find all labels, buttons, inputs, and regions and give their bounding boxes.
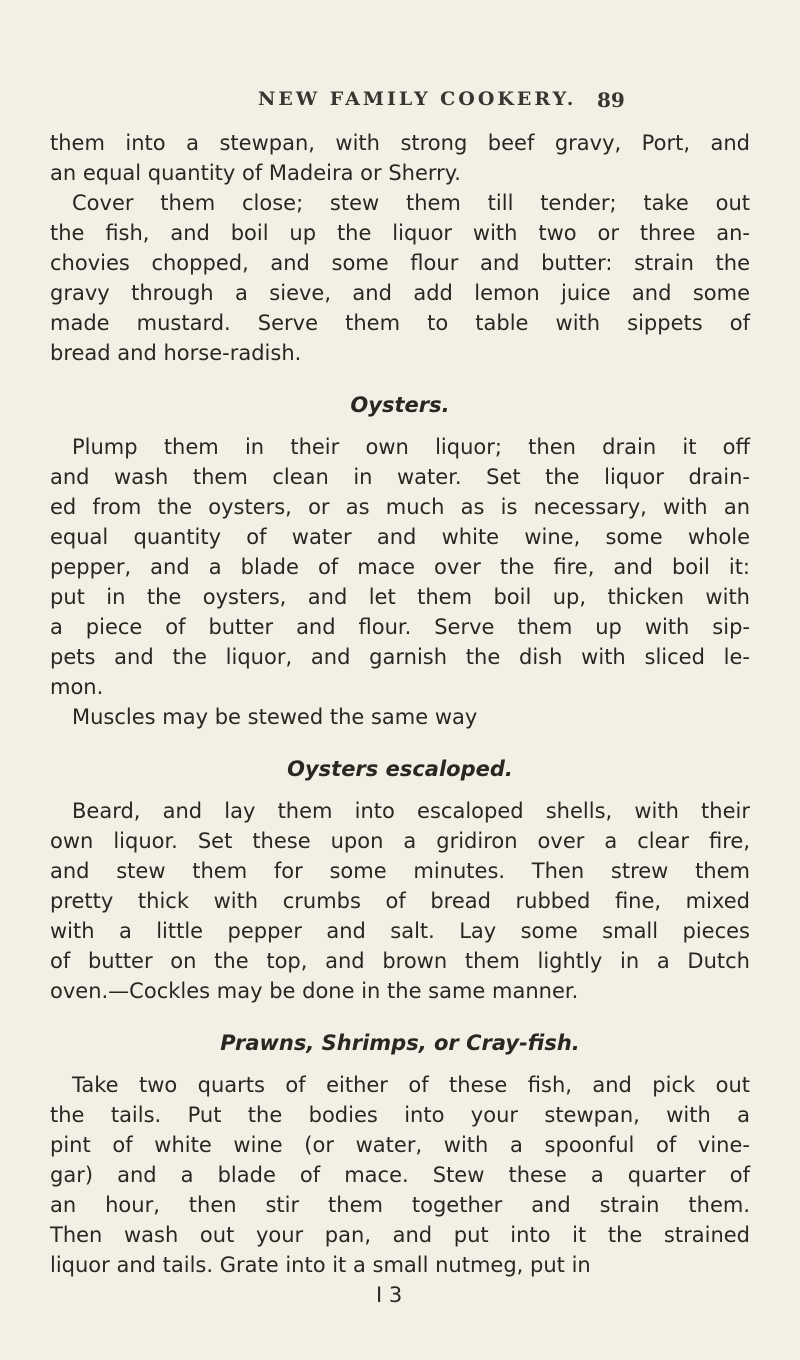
text-line: pets and the liquor, and garnish the dish with sliced le- — [50, 645, 750, 669]
section-heading: Prawns, Shrimps, or Cray-fish. — [220, 1031, 580, 1055]
text-line: liquor and tails. Grate into it a small nutmeg, put in — [50, 1253, 591, 1277]
text-line: oven.—Cockles may be done in the same manner. — [50, 979, 579, 1003]
paragraph — [50, 432, 750, 702]
signature-mark: I 3 — [376, 1283, 403, 1307]
text-line: Beard, and lay them into escaloped shells, with their — [72, 799, 750, 823]
text-line: bread and horse-radish. — [50, 341, 302, 365]
text-line: and stew them for some minutes. Then strew them — [50, 859, 750, 883]
text-line: an hour, then stir them together and strain them. — [50, 1193, 750, 1217]
text-line: with a little pepper and salt. Lay some small pieces — [50, 919, 750, 943]
text-line: Then wash out your pan, and put into it the strained — [50, 1223, 750, 1247]
text-line: gravy through a sieve, and add lemon juice and some — [50, 281, 750, 305]
text-line: Take two quarts of either of these fish, and pick out — [72, 1073, 750, 1097]
text-line: mon. — [50, 675, 104, 699]
text-line: own liquor. Set these upon a gridiron over a clear fire, — [50, 829, 750, 853]
paragraph — [50, 188, 750, 368]
text-line: an equal quantity of Madeira or Sherry. — [50, 161, 461, 185]
paragraph — [50, 1070, 750, 1280]
section-heading: Oysters. — [350, 393, 450, 417]
text-line: Plump them in their own liquor; then drain it off — [72, 435, 750, 459]
page-header — [0, 88, 800, 118]
text-line: gar) and a blade of mace. Stew these a quarter of — [50, 1163, 750, 1187]
text-line: of butter on the top, and brown them lightly in a Dutch — [50, 949, 750, 973]
paragraph — [50, 128, 750, 188]
text-line: a piece of butter and flour. Serve them up with sip- — [50, 615, 750, 639]
paragraph — [50, 702, 750, 732]
page-number: 89 — [597, 88, 625, 112]
text-line: put in the oysters, and let them boil up, thicken with — [50, 585, 750, 609]
running-title: NEW FAMILY COOKERY. — [258, 88, 577, 110]
text-line: and wash them clean in water. Set the liquor drain- — [50, 465, 750, 489]
text-line: pepper, and a blade of mace over the fire, and boil it: — [50, 555, 750, 579]
text-line: Muscles may be stewed the same way — [72, 705, 478, 729]
paragraph — [50, 796, 750, 1006]
text-line: them into a stewpan, with strong beef gravy, Port, and — [50, 131, 750, 155]
text-line: the fish, and boil up the liquor with two or three an- — [50, 221, 750, 245]
text-line: ed from the oysters, or as much as is necessary, with an — [50, 495, 750, 519]
text-line: pretty thick with crumbs of bread rubbed fine, mixed — [50, 889, 750, 913]
body-text — [50, 128, 750, 1310]
text-line: Cover them close; stew them till tender; take out — [72, 191, 750, 215]
text-line: equal quantity of water and white wine, some whole — [50, 525, 750, 549]
text-line: made mustard. Serve them to table with sippets of — [50, 311, 750, 335]
text-line: chovies chopped, and some flour and butter: strain the — [50, 251, 750, 275]
text-line: the tails. Put the bodies into your stewpan, with a — [50, 1103, 750, 1127]
section-heading: Oysters escaloped. — [287, 757, 513, 781]
text-line: pint of white wine (or water, with a spoonful of vine- — [50, 1133, 750, 1157]
